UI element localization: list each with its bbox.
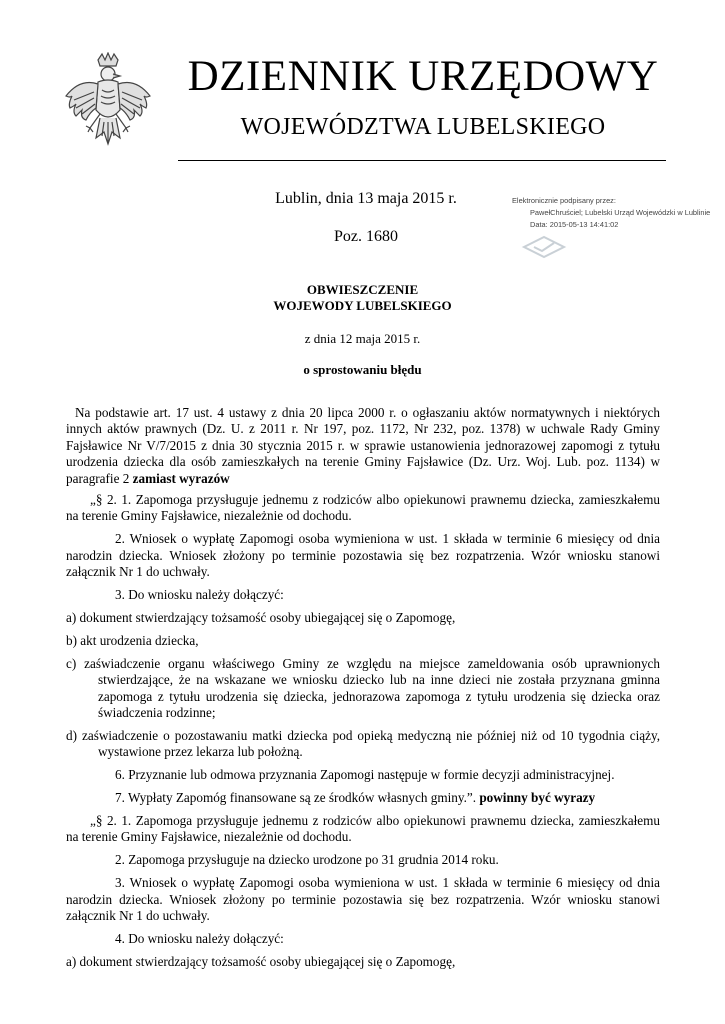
s1-paragraph-1: „§ 2. 1. Zapomoga przysługuje jednemu z rodziców albo opiekunowi prawnemu dziecka, zamieszkałemu na terenie Gminy Fajsławice, niezależnie od dochodu. [66, 492, 660, 524]
publication-date: Lublin, dnia 13 maja 2015 r. [275, 190, 457, 207]
s2-paragraph-3: 3. Wniosek o wypłatę Zapomogi osoba wymieniona w ust. 1 składa w terminie 6 miesięcy od dnia narodzin dziecka. Wniosek złożony po terminie pozostawia się bez rozpatrzenia. Wzór wniosku stanowi załącznik Nr 1 do uchwały. [66, 875, 660, 924]
s1-item-a: a) dokument stwierdzający tożsamość osoby ubiegającej się o Zapomogę, [66, 609, 456, 625]
s1-paragraph-3: 3. Do wniosku należy dołączyć: [115, 587, 284, 603]
s2-paragraph-4: 4. Do wniosku należy dołączyć: [115, 930, 284, 946]
s1-paragraph-7: 7. Wypłaty Zapomóg finansowane są ze środków własnych gminy.”. powinny być wyrazy [115, 790, 596, 806]
electronic-signature [512, 195, 720, 231]
document-type: OBWIESZCZENIE [306, 282, 419, 297]
journal-title: DZIENNIK URZĘDOWY [187, 53, 659, 100]
document-date: z dnia 12 maja 2015 r. [304, 331, 421, 346]
signature-signer: PawełChruściel; Lubelski Urząd Wojewódzki w Lublinie [530, 208, 711, 217]
document-body [66, 405, 660, 977]
s1-paragraph-6: 6. Przyznanie lub odmowa przyznania Zapomogi następuje w formie decyzji administracyjnej. [115, 767, 615, 783]
masthead-rule [178, 160, 666, 161]
s2-paragraph-1: „§ 2. 1. Zapomoga przysługuje jednemu z rodziców albo opiekunowi prawnemu dziecka, zamieszkałemu na terenie Gminy Fajsławice, niezależnie od dochodu. [66, 813, 660, 845]
s1-item-c: c) zaświadczenie organu właściwego Gminy ze względu na miejsce zameldowania osób uprawnionych stwierdzające, że na wskazane we wniosku dziecko lub na inne dzieci nie została przyznana gminna zapomoga z tytułu urodzenia się dziecka, jednorazowa zapomoga z tytułu urodzenia się dziecka oraz świadczenia rodzinne; [66, 655, 660, 720]
s2-paragraph-2: 2. Zapomoga przysługuje na dziecko urodzone po 31 grudnia 2014 roku. [115, 852, 499, 868]
intro-paragraph: Na podstawie art. 17 ust. 4 ustawy z dnia 20 lipca 2000 r. o ogłaszaniu aktów normatywnych i niektórych innych aktów prawnych (Dz. U. z 2011 r. Nr 197, poz. 1172, Nr 232, poz. 1378) w uchwale Rady Gminy Fajsławice Nr V/7/2015 z dnia 30 stycznia 2015 r. w sprawie ustanowienia jednorazowej zapomogi z tytułu urodzenia dziecka dla osób zamieszkałych na terenie Gminy Fajsławice (Dz. Urz. Woj. Lub. poz. 1134) w paragrafie 2 zamiast wyrazów [66, 405, 660, 486]
s1-item-b: b) akt urodzenia dziecka, [66, 632, 199, 648]
intro-bold-phrase: zamiast wyrazów [132, 470, 230, 486]
signature-date: Data: 2015-05-13 14:41:02 [530, 220, 619, 229]
journal-subtitle: WOJEWÓDZTWA LUBELSKIEGO [240, 114, 606, 140]
signature-check-icon [520, 234, 568, 260]
signature-line-1: Elektronicznie podpisany przez: [512, 196, 616, 205]
s1-paragraph-2: 2. Wniosek o wypłatę Zapomogi osoba wymieniona w ust. 1 składa w terminie 6 miesięcy od dnia narodzin dziecka. Wniosek złożony po terminie pozostawia się bez rozpatrzenia. Wzór wniosku stanowi załącznik Nr 1 do uchwały. [66, 531, 660, 580]
s2-item-a: a) dokument stwierdzający tożsamość osoby ubiegającej się o Zapomogę, [66, 953, 456, 969]
document-subject: o sprostowaniu błędu [303, 362, 422, 377]
polish-eagle-emblem-icon [60, 52, 156, 164]
s1-bold-phrase: powinny być wyrazy [479, 790, 596, 806]
position-number: Poz. 1680 [334, 228, 398, 245]
document-issuer: WOJEWODY LUBELSKIEGO [273, 298, 452, 313]
s1-item-d: d) zaświadczenie o pozostawaniu matki dziecka pod opieką medyczną nie później niż od 10 tygodnia ciąży, wystawione przez lekarza lub położną. [66, 727, 660, 760]
